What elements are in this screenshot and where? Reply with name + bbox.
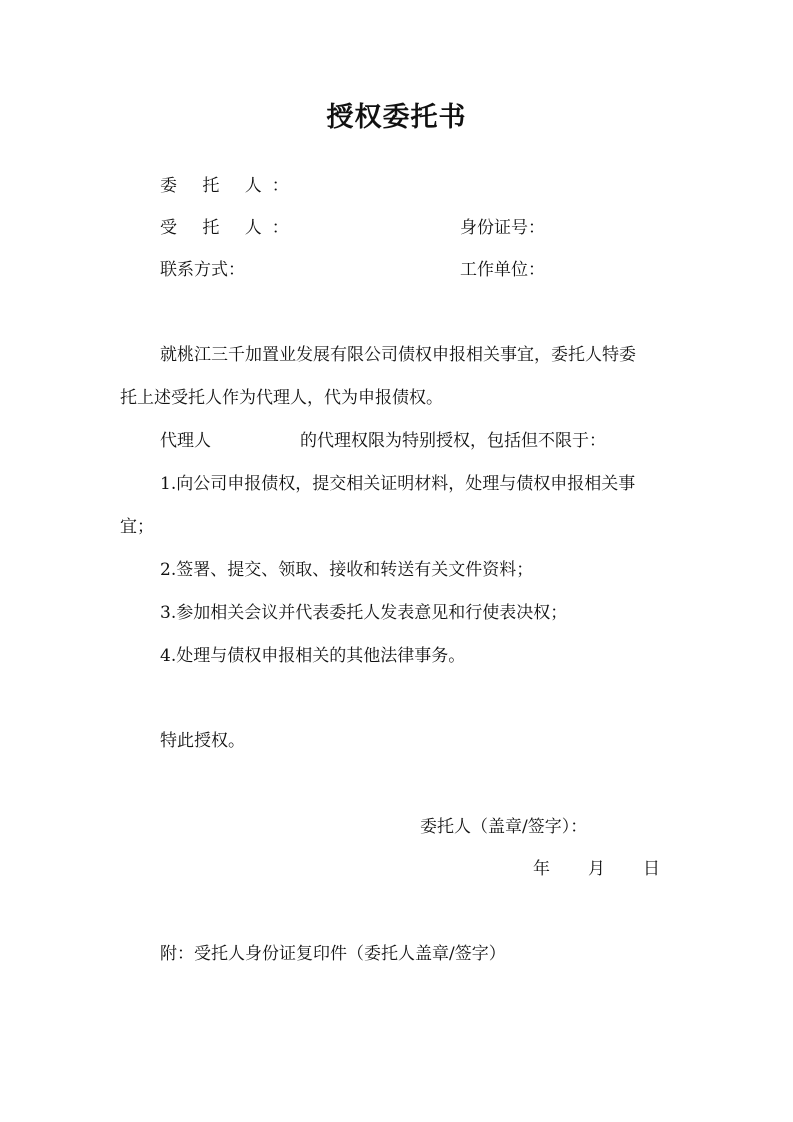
date-day: 日 (643, 859, 660, 879)
employer-label: 工作单位： (460, 260, 545, 280)
id-number-label: 身份证号： (460, 218, 545, 238)
contact-label: 联系方式： (160, 260, 245, 280)
principal-label: 委 托 人： (160, 176, 299, 196)
list-item-3: 3.参加相关会议并代表委托人发表意见和行使表决权； (160, 603, 568, 623)
date-year: 年 (533, 859, 550, 879)
paragraph-2-suffix: 的代理权限为特别授权，包括但不限于： (300, 431, 606, 451)
attachment-note: 附：受托人身份证复印件（委托人盖章/签字） (160, 944, 506, 964)
list-item-4: 4.处理与债权申报相关的其他法律事务。 (160, 646, 466, 666)
paragraph-2-prefix: 代理人 (160, 431, 211, 451)
signature-date (533, 857, 660, 881)
paragraph-1-line-1: 就桃江三千加置业发展有限公司债权申报相关事宜，委托人特委 (160, 345, 636, 365)
list-item-1-line-2: 宜； (120, 517, 154, 537)
paragraph-1-line-2: 托上述受托人作为代理人，代为申报债权。 (120, 388, 443, 408)
date-month: 月 (588, 859, 605, 879)
closing-statement: 特此授权。 (160, 731, 245, 751)
agent-label: 受 托 人： (160, 218, 299, 238)
list-item-2: 2.签署、提交、领取、接收和转送有关文件资料； (160, 560, 534, 580)
signature-label: 委托人（盖章/签字）： (420, 817, 588, 837)
document-title: 授权委托书 (326, 102, 467, 133)
list-item-1-line-1: 1.向公司申报债权，提交相关证明材料，处理与债权申报相关事 (160, 474, 636, 494)
